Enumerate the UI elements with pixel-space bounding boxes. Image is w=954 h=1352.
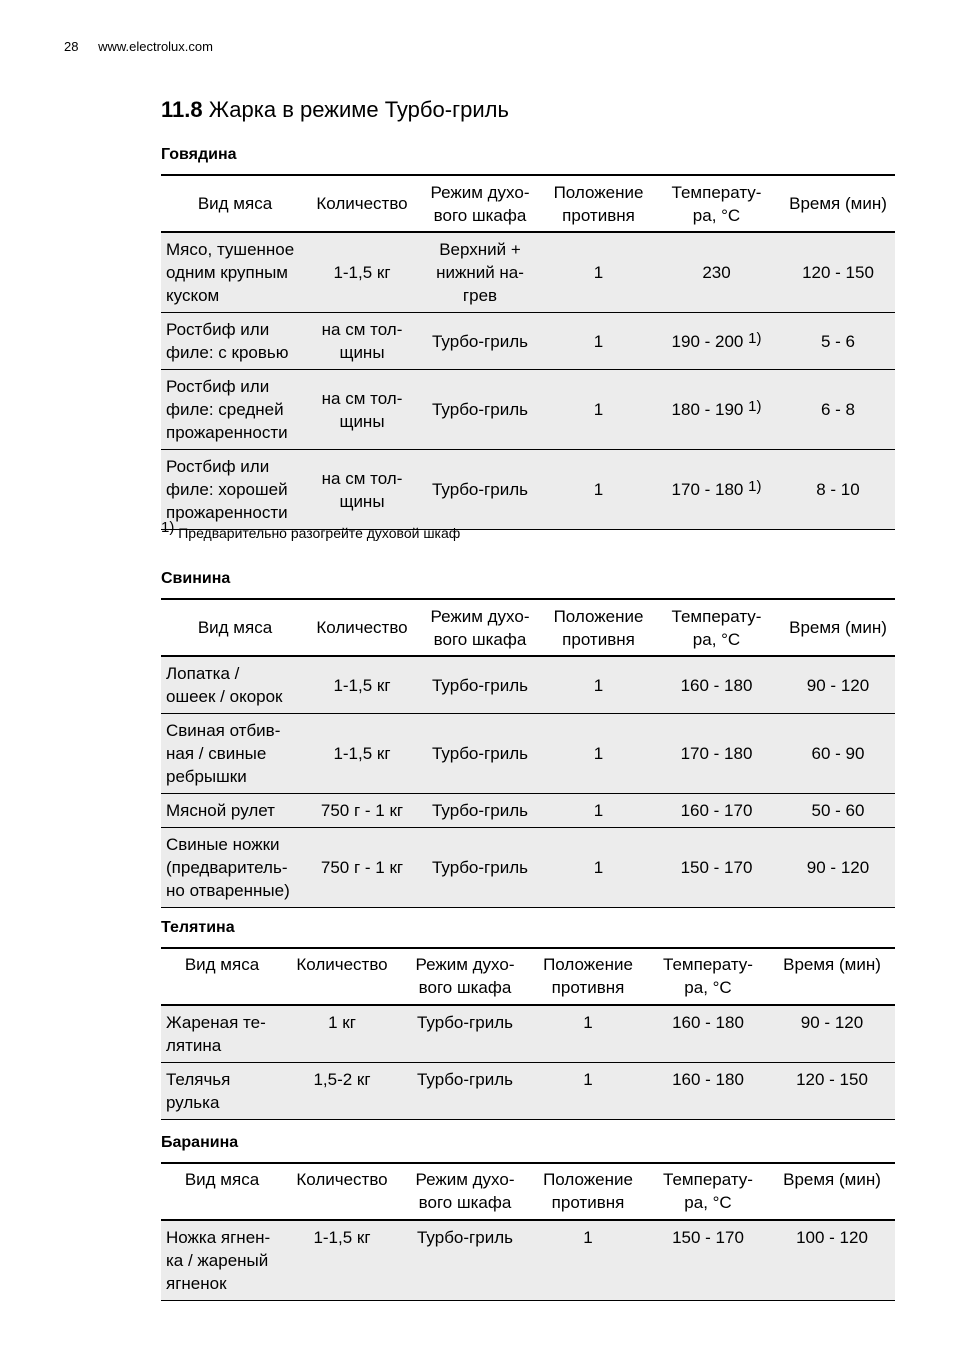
table-cell: Турбо-гриль	[415, 794, 545, 828]
table-cell: Мясной рулет	[161, 794, 309, 828]
table-cell: 1,5-2 кг	[283, 1063, 401, 1120]
table-cell: 5 - 6	[781, 313, 895, 370]
table-cell: 150 - 170	[652, 828, 781, 908]
table-cell: 120 - 150	[781, 232, 895, 313]
table-cell: 160 - 180	[652, 656, 781, 714]
table-cell: 160 - 180	[647, 1063, 769, 1120]
table-cell: 1	[529, 1063, 647, 1120]
table-cell: 180 - 190 $^{1)}$	[652, 370, 781, 450]
footnote-ref: 1)	[748, 329, 762, 347]
table-cell: Лопатка / ошеек / окорок	[161, 656, 309, 714]
lamb-table	[161, 1162, 895, 1301]
column-header: Вид мяса	[161, 599, 309, 656]
column-header: Количество	[283, 948, 401, 1005]
table-cell: Ростбиф или филе: средней прожаренности	[161, 370, 309, 450]
table-row	[161, 232, 895, 313]
column-header: Вид мяса	[161, 175, 309, 232]
table-row	[161, 313, 895, 370]
footnote-ref: 1)	[748, 478, 762, 495]
table-cell: Верхний + нижний на- грев	[415, 232, 545, 313]
table-cell: Ножка ягнен- ка / жареный ягненок	[161, 1220, 283, 1301]
table-row	[161, 1005, 895, 1063]
table-cell: 160 - 170	[652, 794, 781, 828]
table-cell: 50 - 60	[781, 794, 895, 828]
pork-table	[161, 598, 895, 908]
table-row	[161, 1220, 895, 1301]
table-cell: 750 г - 1 кг	[309, 794, 415, 828]
page-number: 28	[64, 39, 79, 54]
table-cell: Турбо-гриль	[415, 450, 545, 530]
table-cell: Ростбиф или филе: с кровью	[161, 313, 309, 370]
column-header: Температу- ра, °C	[647, 948, 769, 1005]
table-cell: 750 г - 1 кг	[309, 828, 415, 908]
table-cell: 90 - 120	[781, 656, 895, 714]
table-cell: 120 - 150	[769, 1063, 895, 1120]
table-cell: 1	[545, 794, 652, 828]
column-header: Положение противня	[529, 1163, 647, 1220]
column-header: Вид мяса	[161, 948, 283, 1005]
table-cell: 1-1,5 кг	[309, 656, 415, 714]
table-row	[161, 450, 895, 530]
table-cell: Свиные ножки (предваритель- но отваренные)	[161, 828, 309, 908]
column-header: Положение противня	[545, 599, 652, 656]
table-cell: на см тол- щины	[309, 450, 415, 530]
column-header: Положение противня	[529, 948, 647, 1005]
column-header: Время (мин)	[769, 1163, 895, 1220]
table-cell: 1	[545, 370, 652, 450]
column-header: Режим духо- вого шкафа	[401, 948, 529, 1005]
table-cell: Турбо-гриль	[415, 313, 545, 370]
table-cell: Турбо-гриль	[401, 1005, 529, 1063]
table-cell: 230	[652, 232, 781, 313]
table-cell: Турбо-гриль	[415, 656, 545, 714]
column-header: Время (мин)	[781, 175, 895, 232]
table-cell: 1 кг	[283, 1005, 401, 1063]
column-header: Режим духо- вого шкафа	[415, 599, 545, 656]
column-header: Температу- ра, °C	[652, 175, 781, 232]
header-row	[161, 948, 895, 1005]
table-cell: 1	[545, 232, 652, 313]
column-header: Положение противня	[545, 175, 652, 232]
table-row	[161, 1063, 895, 1120]
section-title	[161, 97, 509, 123]
table-cell: Турбо-гриль	[415, 370, 545, 450]
column-header: Вид мяса	[161, 1163, 283, 1220]
table-row	[161, 656, 895, 714]
table-row	[161, 794, 895, 828]
lamb-heading: Баранина	[161, 1134, 239, 1151]
veal-table	[161, 947, 895, 1120]
section-title-text: Жарка в режиме Турбо-гриль	[208, 97, 509, 122]
table-row	[161, 828, 895, 908]
table-cell: 90 - 120	[781, 828, 895, 908]
table-cell: Ростбиф или филе: хорошей прожаренности	[161, 450, 309, 530]
table-cell: 190 - 200 $^{1)}$	[652, 313, 781, 370]
header-row	[161, 1163, 895, 1220]
table-cell: Мясо, тушенное одним крупным куском	[161, 232, 309, 313]
header-row	[161, 599, 895, 656]
table-cell: 90 - 120	[769, 1005, 895, 1063]
footnote-ref: 1)	[748, 398, 762, 415]
column-header: Температу- ра, °C	[647, 1163, 769, 1220]
table-cell: 100 - 120	[769, 1220, 895, 1301]
site-url: www.electrolux.com	[98, 39, 213, 54]
table-cell: 1	[529, 1005, 647, 1063]
table-cell: на см тол- щины	[309, 313, 415, 370]
table-cell: Турбо-гриль	[415, 714, 545, 794]
header-row	[161, 175, 895, 232]
section-number: 11.8	[161, 97, 203, 122]
table-row	[161, 370, 895, 450]
table-cell: Жареная те- лятина	[161, 1005, 283, 1063]
column-header: Количество	[283, 1163, 401, 1220]
column-header: Количество	[309, 599, 415, 656]
table-cell: Турбо-гриль	[401, 1063, 529, 1120]
table-cell: 1-1,5 кг	[309, 232, 415, 313]
table-cell: 1	[529, 1220, 647, 1301]
table-cell: 1	[545, 714, 652, 794]
table-cell: 8 - 10	[781, 450, 895, 530]
table-cell: 170 - 180	[652, 714, 781, 794]
table-cell: 160 - 180	[647, 1005, 769, 1063]
footnote-text: Предварительно разогрейте духовой шкаф	[178, 525, 461, 541]
column-header: Количество	[309, 175, 415, 232]
table-row	[161, 714, 895, 794]
footnote-mark: 1)	[161, 519, 175, 536]
veal-heading: Телятина	[161, 919, 235, 936]
column-header: Температу- ра, °C	[652, 599, 781, 656]
column-header: Время (мин)	[781, 599, 895, 656]
beef-table	[161, 174, 895, 530]
table-cell: 1-1,5 кг	[309, 714, 415, 794]
beef-heading: Говядина	[161, 146, 237, 163]
table-cell: 60 - 90	[781, 714, 895, 794]
table-cell: 170 - 180 $^{1)}$	[652, 450, 781, 530]
table-cell: Телячья рулька	[161, 1063, 283, 1120]
column-header: Режим духо- вого шкафа	[415, 175, 545, 232]
column-header: Режим духо- вого шкафа	[401, 1163, 529, 1220]
table-cell: Свиная отбив- ная / свиные ребрышки	[161, 714, 309, 794]
table-cell: Турбо-гриль	[415, 828, 545, 908]
footnote	[161, 519, 461, 541]
column-header: Время (мин)	[769, 948, 895, 1005]
table-cell: 1-1,5 кг	[283, 1220, 401, 1301]
table-cell: Турбо-гриль	[401, 1220, 529, 1301]
page-header	[64, 39, 213, 54]
table-cell: 1	[545, 656, 652, 714]
table-cell: 1	[545, 828, 652, 908]
table-cell: 1	[545, 450, 652, 530]
table-cell: 150 - 170	[647, 1220, 769, 1301]
pork-heading: Свинина	[161, 570, 231, 587]
table-cell: 6 - 8	[781, 370, 895, 450]
table-cell: на см тол- щины	[309, 370, 415, 450]
table-cell: 1	[545, 313, 652, 370]
